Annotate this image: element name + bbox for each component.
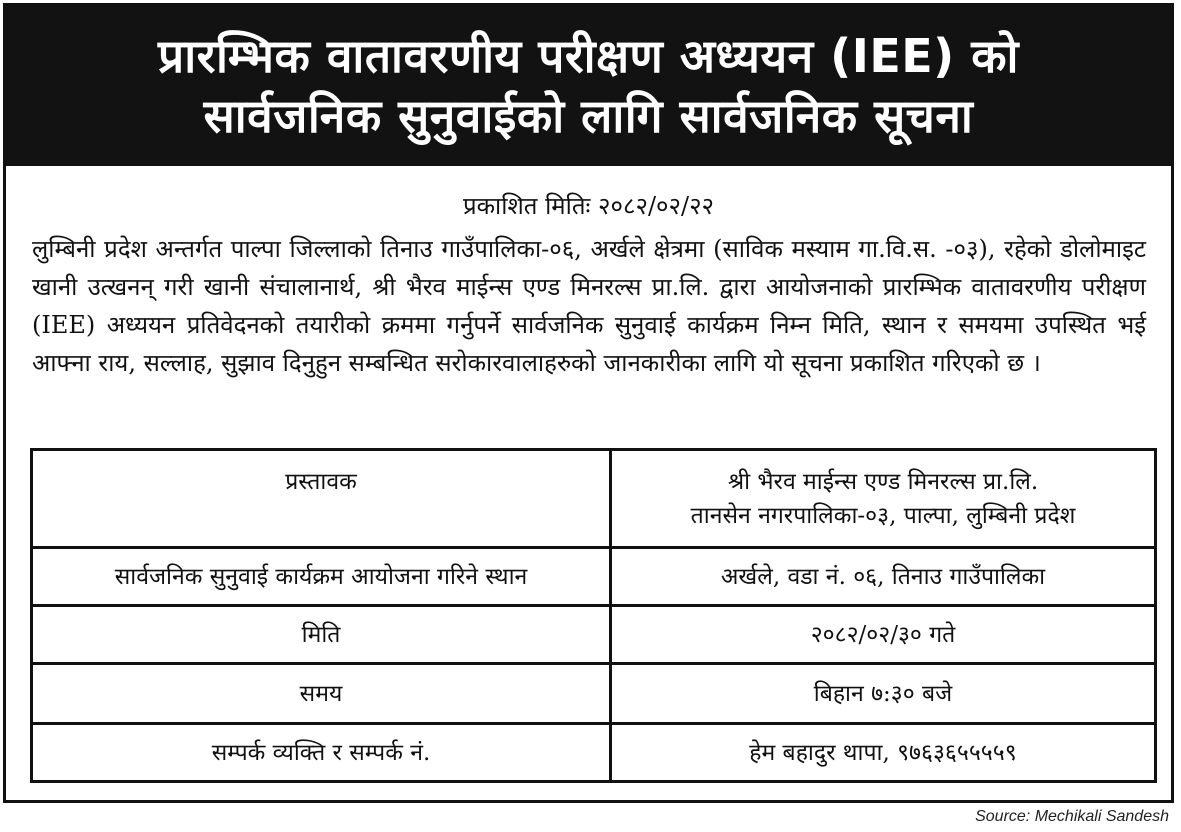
table-value-date: २०८२/०२/३० गते bbox=[611, 606, 1156, 664]
notice-header bbox=[6, 6, 1171, 166]
notice-title-line-1: प्रारम्भिक वातावरणीय परीक्षण अध्ययन (IEE) को bbox=[158, 29, 1019, 83]
proposer-name: श्री भैरव माईन्स एण्ड मिनरल्स प्रा.लि. bbox=[727, 468, 1039, 495]
table-row-date bbox=[32, 606, 1156, 664]
table-row-venue bbox=[32, 548, 1156, 606]
table-label-venue: सार्वजनिक सुनुवाई कार्यक्रम आयोजना गरिने स्थान bbox=[32, 548, 611, 606]
table-value-contact: हेम बहादुर थापा, ९७६३६५५५५९ bbox=[611, 724, 1156, 782]
notice-body-text: लुम्बिनी प्रदेश अन्तर्गत पाल्पा जिल्लाको तिनाउ गाउँपालिका-०६, अर्खले क्षेत्रमा (साविक मस्याम गा.वि.स. -०३), रहेको डोलोमाइट खानी उत्खनन् गरी खानी संचालानार्थ, श्री भैरव माईन्स एण्ड मिनरल्स प्रा.लि. द्वारा आयोजनाको प्रारम्भिक वातावरणीय परीक्षण (IEE) अध्ययन प्रतिवेदनको तयारीको क्रममा गर्नुपर्ने सार्वजनिक सुनुवाई कार्यक्रम निम्न मिति, स्थान र समयमा उपस्थित भई आफ्ना राय, सल्लाह, सुझाव दिनुहुन सम्बन्धित सरोकारवालाहरुको जानकारीका लागि यो सूचना प्रकाशित गरिएको छ । bbox=[32, 235, 1146, 377]
table-value-venue: अर्खले, वडा नं. ०६, तिनाउ गाउँपालिका bbox=[611, 548, 1156, 606]
table-row-contact bbox=[32, 724, 1156, 782]
proposer-address: तानसेन नगरपालिका-०३, पाल्पा, लुम्बिनी प्रदेश bbox=[690, 502, 1076, 529]
table-row-proposer bbox=[32, 450, 1156, 548]
proposer-label: प्रस्तावक bbox=[285, 469, 357, 495]
table-row-time bbox=[32, 664, 1156, 724]
notice-title-line-2: सार्वजनिक सुनुवाईको लागि सार्वजनिक सूचना bbox=[203, 89, 974, 143]
table-label-proposer bbox=[32, 450, 611, 548]
table-value-proposer bbox=[611, 450, 1156, 548]
table-label-date: मिति bbox=[32, 606, 611, 664]
table-label-time: समय bbox=[32, 664, 611, 724]
source-caption: Source: Mechikali Sandesh bbox=[975, 808, 1169, 825]
table-value-time: बिहान ७:३० बजे bbox=[611, 664, 1156, 724]
details-table bbox=[30, 448, 1157, 783]
published-date: प्रकाशित मितिः २०८२/०२/२२ bbox=[462, 192, 715, 220]
table-label-contact: सम्पर्क व्यक्ति र सम्पर्क नं. bbox=[32, 724, 611, 782]
